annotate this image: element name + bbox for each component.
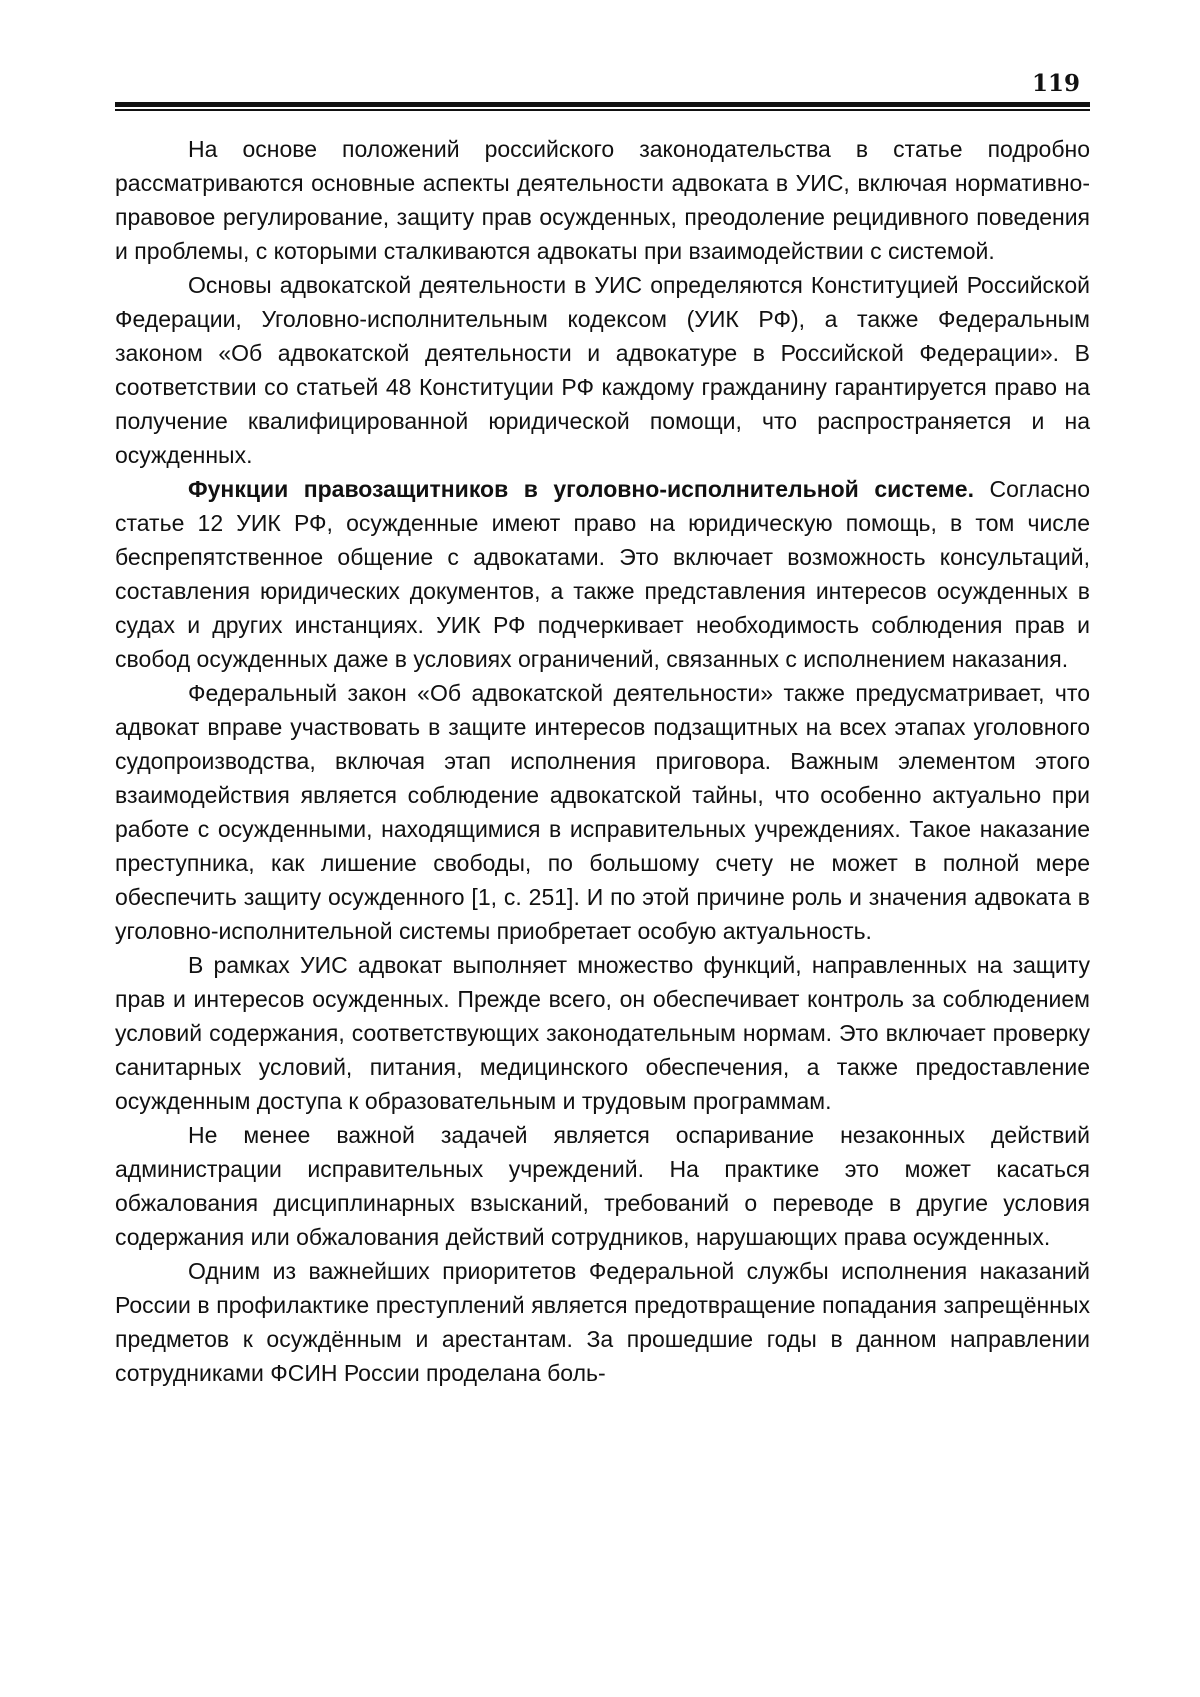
paragraph [115, 1254, 1090, 1390]
header-rule-secondary [115, 109, 1090, 111]
paragraph-text: В рамках УИС адвокат выполняет множество функций, направленных на защиту прав и интересов осужденных. Прежде всего, он обеспечивает контроль за соблюдением условий содержания, соответствующих законодательным нормам. Это включает проверку санитарных условий, питания, медицинского обеспечения, а также предоставление осужденным доступа к образовательным и трудовым программам. [115, 952, 1090, 1114]
paragraph [115, 1118, 1090, 1254]
paragraph [115, 132, 1090, 268]
paragraph [115, 676, 1090, 948]
paragraph-text: Основы адвокатской деятельности в УИС определяются Конституцией Российской Федерации, Уголовно-исполнительным кодексом (УИК РФ), а также Федеральным законом «Об адвокатской деятельности и адвокатуре в Российской Федерации». В соответствии со статьей 48 Конституции РФ каждому гражданину гарантируется право на получение квалифицированной юридической помощи, что распространяется и на осужденных. [115, 272, 1090, 468]
paragraph [115, 268, 1090, 472]
page-number: 119 [1031, 70, 1080, 97]
header-rule [115, 102, 1090, 107]
paragraph-text: Согласно статье 12 УИК РФ, осужденные имеют право на юридическую помощь, в том числе беспрепятственное общение с адвокатами. Это включает возможность консультаций, составления юридических документов, а также представления интересов осужденных в судах и других инстанциях. УИК РФ подчеркивает необходимость соблюдения прав и свобод осужденных даже в условиях ограничений, связанных с исполнением наказания. [115, 476, 1090, 672]
paragraph [115, 472, 1090, 676]
paragraph-text: На основе положений российского законодательства в статье подробно рассматриваются основные аспекты деятельности адвоката в УИС, включая нормативно-правовое регулирование, защиту прав осужденных, преодоление рецидивного поведения и проблемы, с которыми сталкиваются адвокаты при взаимодействии с системой. [115, 136, 1090, 264]
paragraph [115, 948, 1090, 1118]
body-text [115, 132, 1090, 1390]
section-heading: Функции правозащитников в уголовно-исполнительной системе. [188, 476, 974, 502]
paragraph-text: Не менее важной задачей является оспаривание незаконных действий администрации исправительных учреждений. На практике это может касаться обжалования дисциплинарных взысканий, требований о переводе в другие условия содержания или обжалования действий сотрудников, нарушающих права осужденных. [115, 1122, 1090, 1250]
paragraph-text: Федеральный закон «Об адвокатской деятельности» также предусматривает, что адвокат вправе участвовать в защите интересов подзащитных на всех этапах уголовного судопроизводства, включая этап исполнения приговора. Важным элементом этого взаимодействия является соблюдение адвокатской тайны, что особенно актуально при работе с осужденными, находящимися в исправительных учреждениях. Такое наказание преступника, как лишение свободы, по большому счету не может в полной мере обеспечить защиту осужденного [1, с. 251]. И по этой причине роль и значения адвоката в уголовно-исполнительной системы приобретает особую актуальность. [115, 680, 1090, 944]
paragraph-text: Одним из важнейших приоритетов Федеральной службы исполнения наказаний России в профилактике преступлений является предотвращение попадания запрещённых предметов к осуждённым и арестантам. За прошедшие годы в данном направлении сотрудниками ФСИН России проделана боль- [115, 1258, 1090, 1386]
